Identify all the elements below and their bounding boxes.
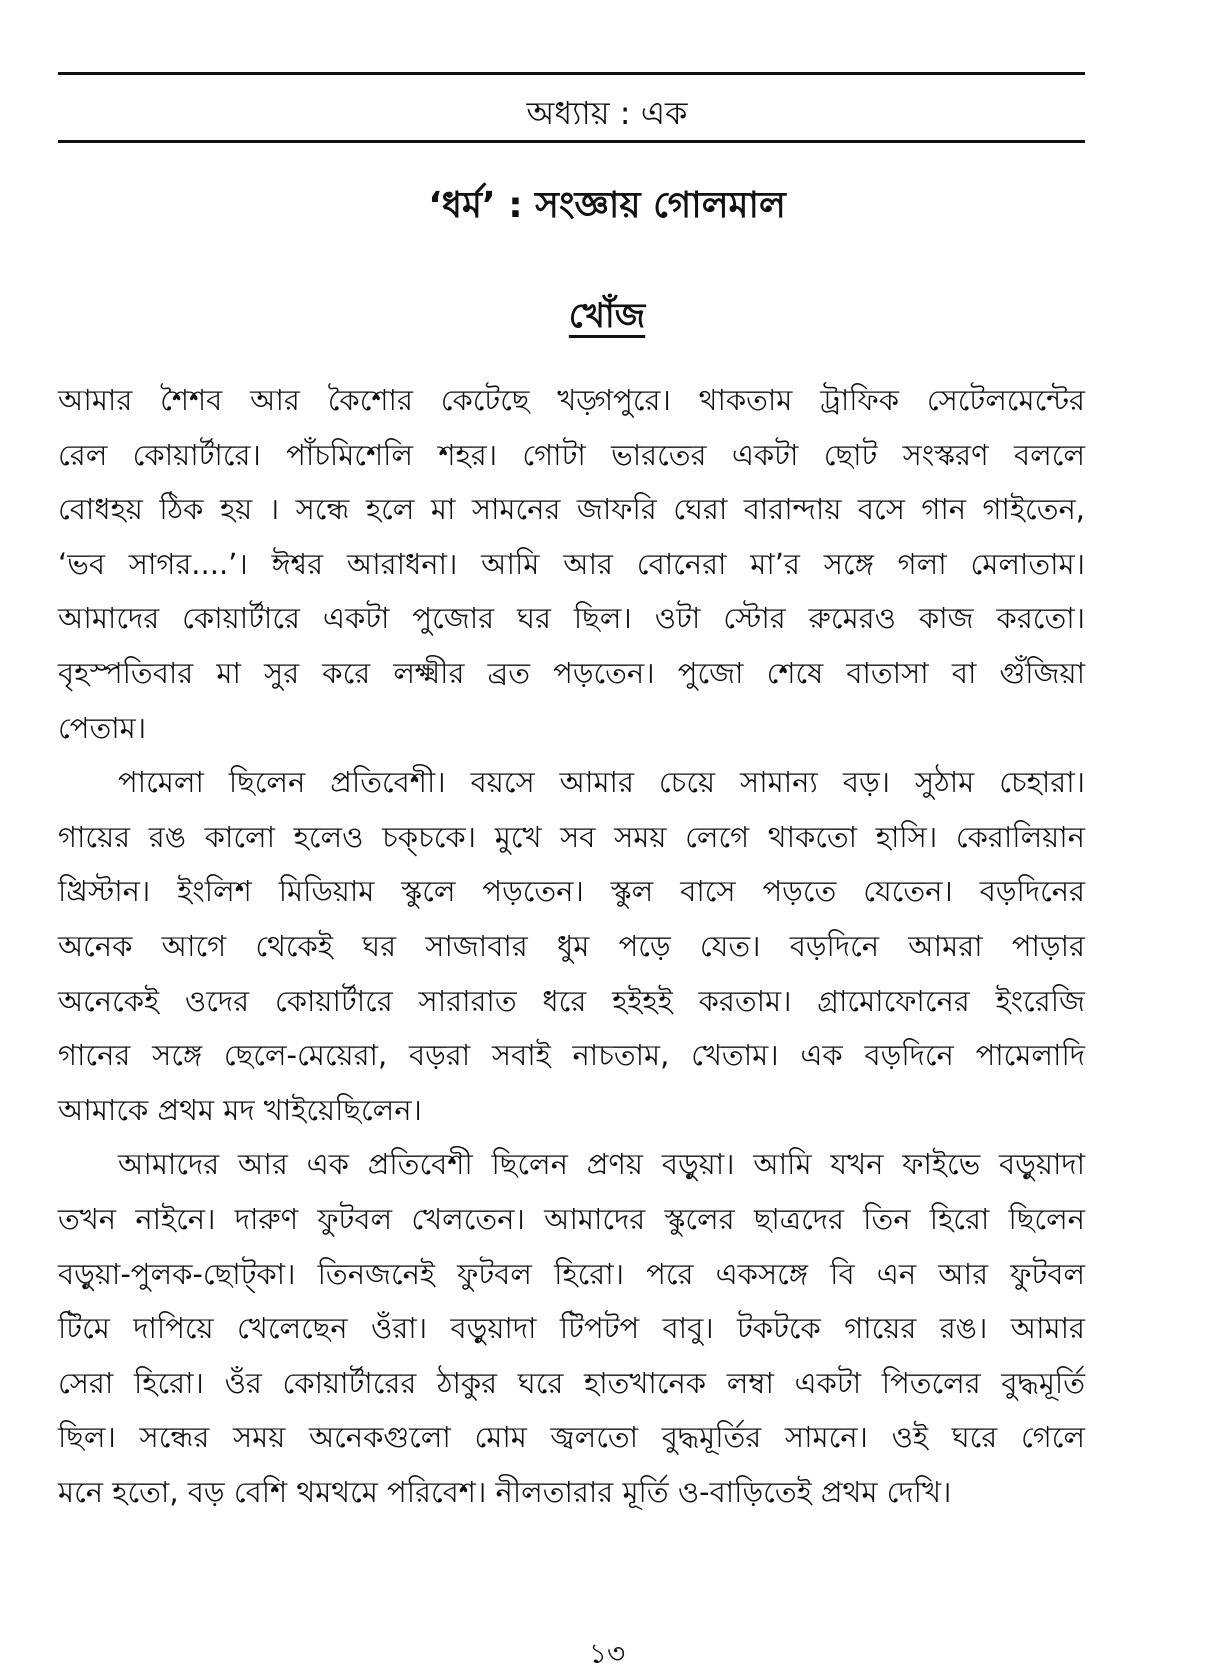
text-line: মনে হতো, বড় বেশি থমথমে পরিবেশ। নীলতারার মূর্তি ও-বাড়িতেই প্রথম দেখি। bbox=[58, 1475, 952, 1509]
chapter-rule bbox=[58, 140, 1085, 143]
text-line: আমাকে প্রথম মদ খাইয়েছিলেন। bbox=[58, 1092, 422, 1127]
section-heading bbox=[0, 290, 1214, 347]
text-line: টিমে দাপিয়ে খেলেছেন ওঁরা। বড়ুয়াদা টিপটপ বাবু। টকটকে গায়ের রঙ। আমার bbox=[58, 1311, 1085, 1346]
text-line: বোধহয় ঠিক হয় । সন্ধে হলে মা সামনের জাফরি ঘেরা বারান্দায় বসে গান গাইতেন, bbox=[58, 492, 1085, 527]
text-line: ‘ভব সাগর....’। ঈশ্বর আরাধনা। আমি আর বোনেরা মা’র সঙ্গে গলা মেলাতাম। bbox=[58, 546, 1085, 581]
chapter-title: ‘ধর্ম’ : সংজ্ঞায় গোলমাল bbox=[428, 185, 786, 226]
text-line: পামেলা ছিলেন প্রতিবেশী। বয়সে আমার চেয়ে সামান্য বড়। সুঠাম চেহারা। bbox=[118, 765, 1085, 800]
text-line: আমার শৈশব আর কৈশোর কেটেছে খড়্গপুরে। থাকতাম ট্রাফিক সেটেলমেন্টের bbox=[58, 383, 1085, 417]
text-line: আমাদের কোয়ার্টারে একটা পুজোর ঘর ছিল। ওটা স্টোর রুমেরও কাজ করতো। bbox=[58, 601, 1085, 636]
text-line: রেল কোয়ার্টারে। পাঁচমিশেলি শহর। গোটা ভারতের একটা ছোট সংস্করণ বললে bbox=[58, 437, 1085, 472]
text-line: তখন নাইনে। দারুণ ফুটবল খেলতেন। আমাদের স্কুলের ছাত্রদের তিন হিরো ছিলেন bbox=[58, 1202, 1085, 1236]
text-line: অনেকেই ওদের কোয়ার্টারে সারারাত ধরে হইহই করতাম। গ্রামোফোনের ইংরেজি bbox=[58, 983, 1085, 1018]
text-line: বৃহস্পতিবার মা সুর করে লক্ষ্মীর ব্রত পড়তেন। পুজো শেষে বাতাসা বা গুঁজিয়া bbox=[58, 656, 1085, 690]
top-rule bbox=[58, 72, 1085, 75]
chapter-heading: অধ্যায় : এক bbox=[526, 94, 688, 132]
section-heading-text: খোঁজ bbox=[568, 296, 646, 336]
text-line: বড়ুয়া-পুলক-ছোট্‌কা। তিনজনেই ফুটবল হিরো। পরে একসঙ্গে বি এন আর ফুটবল bbox=[58, 1256, 1085, 1291]
page-number: ১৩ bbox=[588, 1637, 626, 1670]
text-line: গানের সঙ্গে ছেলে-মেয়েরা, বড়রা সবাই নাচতাম, খেতাম। এক বড়দিনে পামেলাদি bbox=[58, 1038, 1085, 1073]
text-line: ছিল। সন্ধের সময় অনেকগুলো মোম জ্বলতো বুদ্ধমূর্তির সামনে। ওই ঘরে গেলে bbox=[58, 1420, 1085, 1455]
text-line: গায়ের রঙ কালো হলেও চক্‌চকে। মুখে সব সময় লেগে থাকতো হাসি। কেরালিয়ান bbox=[58, 819, 1085, 854]
text-line: সেরা হিরো। ওঁর কোয়ার্টারের ঠাকুর ঘরে হাতখানেক লম্বা একটা পিতলের বুদ্ধমূর্তি bbox=[58, 1365, 1085, 1400]
text-line: পেতাম। bbox=[58, 710, 147, 745]
text-line: খ্রিস্টান। ইংলিশ মিডিয়াম স্কুলে পড়তেন। স্কুল বাসে পড়তে যেতেন। বড়দিনের bbox=[58, 874, 1085, 909]
text-line: অনেক আগে থেকেই ঘর সাজাবার ধুম পড়ে যেত। বড়দিনে আমরা পাড়ার bbox=[58, 929, 1085, 963]
text-line: আমাদের আর এক প্রতিবেশী ছিলেন প্রণয় বড়ুয়া। আমি যখন ফাইভে বড়ুয়াদা bbox=[118, 1147, 1085, 1182]
